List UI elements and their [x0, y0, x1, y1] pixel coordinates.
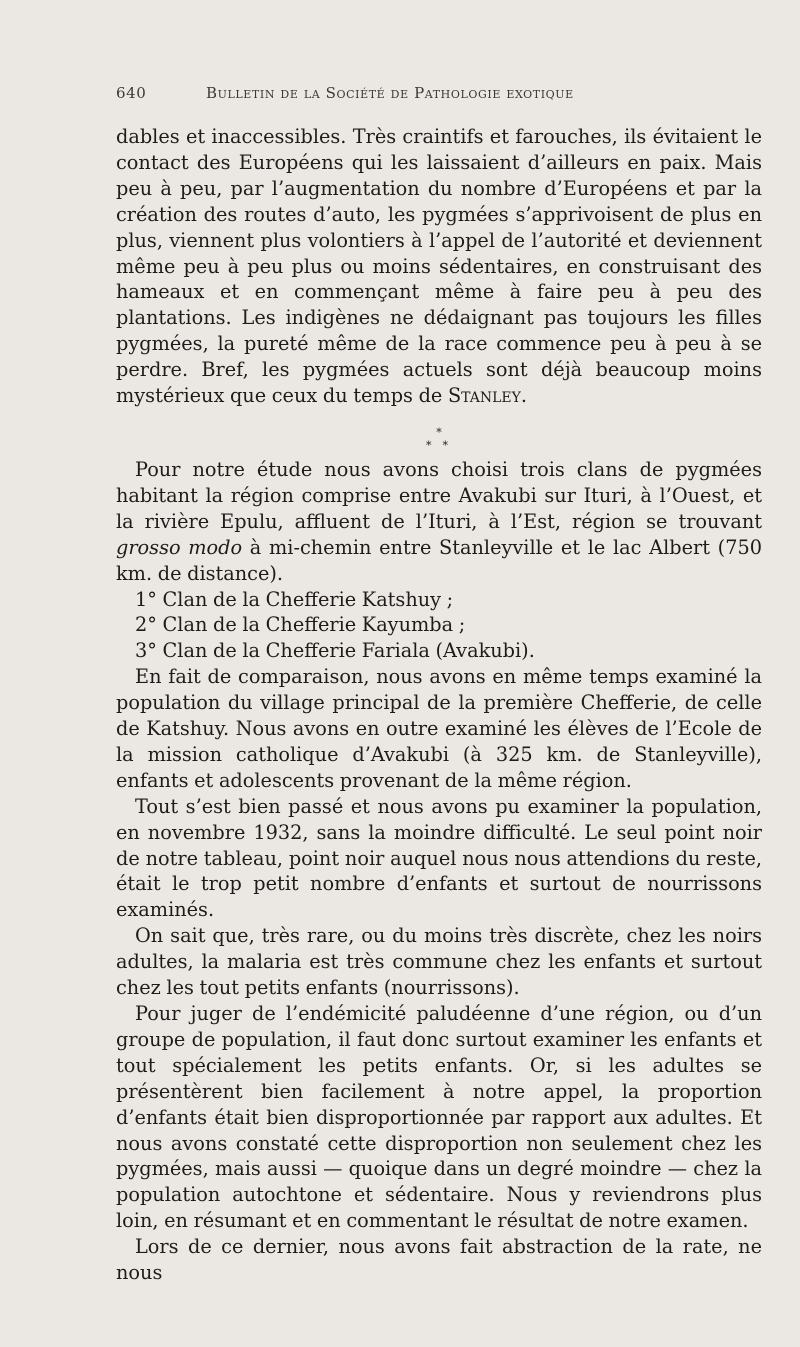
paragraph-endemicity: Pour juger de l’endémicité paludéenne d’une région, ou d’un groupe de population, il faut donc surtout examiner les enfants et tout spécialement les petits enfants. Or, si les adultes se présentèrent bien facilement à notre appel, la proportion d’enfants était bien disproportionnée par rapport aux adultes. Et nous avons constaté cette disproportion non seulement chez les pygmées, mais aussi — quoique dans un degré moindre — chez la population autochtone et sédentaire. Nous y reviendrons plus loin, en résumant et en commentant le résultat de notre examen.	[116, 1002, 762, 1233]
paragraph-malaria: On sait que, très rare, ou du moins très discrète, chez les noirs adultes, la malaria est très commune chez les enfants et surtout chez les tout petits enfants (nourrissons).	[116, 924, 762, 1000]
asterism-top: *	[436, 425, 442, 439]
list-item: 1° Clan de la Chefferie Katshuy ;	[135, 587, 454, 611]
paragraph-continued: dables et inaccessibles. Très craintifs et farouches, ils évitaient le contact des Européens qui les laissaient d’ailleurs en paix. Mais peu à peu, par l’augmentation du nombre d’Européens et par la création des routes d’auto, les pygmées s’apprivoisent de plus en plus, viennent plus volontiers à l’appel de l’autorité et deviennent même peu à peu plus ou moins sédentaires, en construisant des hameaux et en commençant même à faire peu à peu des plantations. Les indigènes ne dédaignant pas toujours les filles pygmées, la pureté même de la race commence peu à peu à se perdre. Bref, les pygmées actuels sont déjà beaucoup moins mystérieux que ceux du temps de Stanley.	[116, 125, 762, 408]
page-number: 640	[116, 84, 147, 102]
body-text	[116, 124, 762, 1286]
paragraph-comparison: En fait de comparaison, nous avons en même temps examiné la population du village principal de la première Chefferie, de celle de Katshuy. Nous avons en outre examiné les élèves de l’Ecole de la mission catholique d’Avakubi (à 325 km. de Stanleyville), enfants et adolescents provenant de la même région.	[116, 665, 762, 792]
list-item: 2° Clan de la Chefferie Kayumba ;	[135, 613, 466, 637]
page-header	[116, 84, 762, 108]
paragraph-study-area: Pour notre étude nous avons choisi trois clans de pygmées habitant la région comprise entre Avakubi sur Ituri, à l’Ouest, et la rivière Epulu, affluent de l’Ituri, à l’Est, région se trouvant grosso modo à mi-chemin entre Stanleyville et le lac Albert (750 km. de distance).	[116, 457, 762, 585]
asterism-bottom: * *	[426, 438, 452, 452]
latin-phrase: grosso modo	[116, 535, 243, 559]
paragraph-examination: Tout s’est bien passé et nous avons pu examiner la population, en novembre 1932, sans la moindre difficulté. Le seul point noir de notre tableau, point noir auquel nous nous attendions du reste, était le trop petit nombre d’enfants et surtout de nourrissons examinés.	[116, 794, 762, 922]
paragraph-final: Lors de ce dernier, nous avons fait abstraction de la rate, ne nous	[116, 1235, 762, 1285]
list-item: 3° Clan de la Chefferie Fariala (Avakubi).	[135, 639, 535, 663]
section-separator	[116, 409, 762, 457]
running-title: Bulletin de la Société de Pathologie exotique	[206, 84, 574, 102]
author-name: Stanley	[447, 384, 521, 408]
